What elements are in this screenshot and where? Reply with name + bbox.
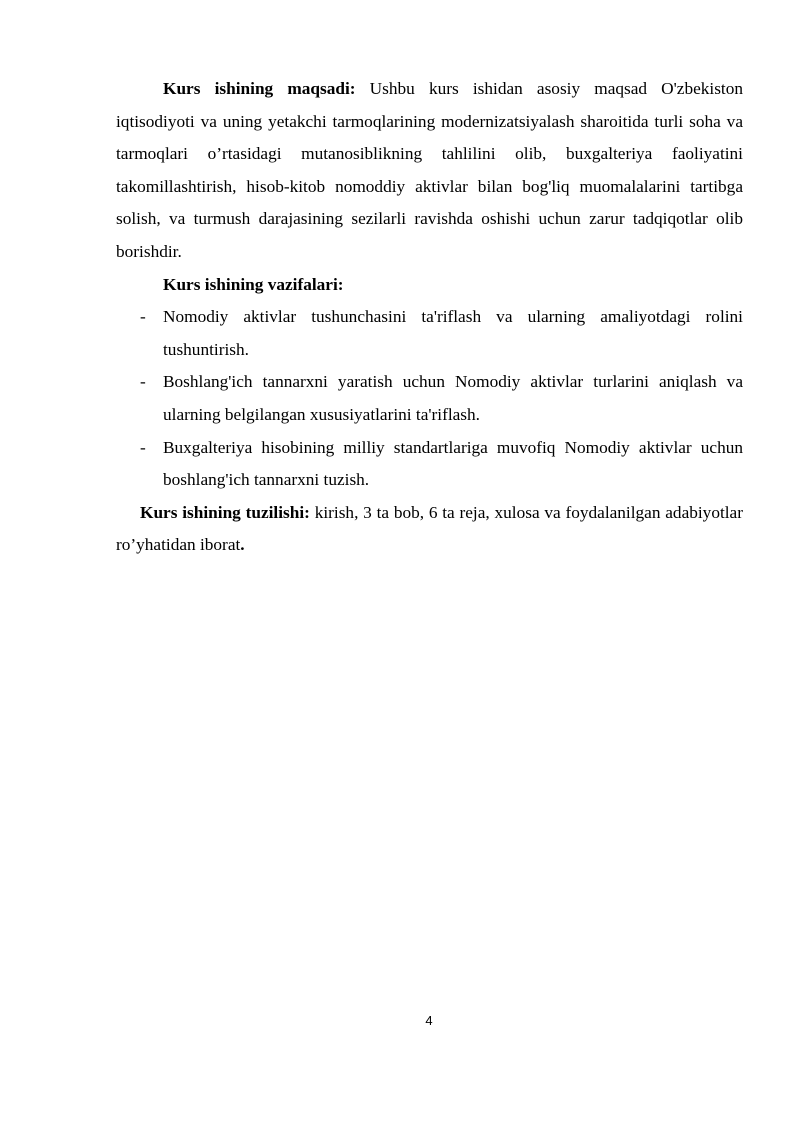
list-item xyxy=(116,366,743,431)
page-number: 4 xyxy=(425,1013,433,1028)
goal-text: Ushbu kurs ishidan asosiy maqsad O'zbekiston iqtisodiyoti va uning yetakchi tarmoqlarining modernizatsiyalash sharoitida turli soha va tarmoqlari o’rtasidagi mutanosiblikning tahlilini olib, buxgalteriya faoliyatini takomillashtirish, hisob-kitob nomoddiy aktivlar bilan bog'liq muomalalarini tartibga solish, va turmush darajasining sezilarli ravishda oshishi uchun zarur tadqiqotlar olib borishdir. xyxy=(116,79,744,261)
list-item-text: Buxgalteriya hisobining milliy standartlariga muvofiq Nomodiy aktivlar uchun boshlang'ich tannarxni tuzish. xyxy=(163,437,743,490)
structure-text: kirish, 3 ta bob, 6 ta reja, xulosa va foydalanilgan adabiyotlar ro’yhatidan iborat xyxy=(116,502,743,555)
tasks-heading: Kurs ishining vazifalari: xyxy=(163,274,344,294)
list-dash: - xyxy=(140,307,146,327)
list-item xyxy=(116,432,743,497)
tasks-heading-line xyxy=(116,269,743,302)
structure-paragraph xyxy=(116,497,743,562)
page-content xyxy=(116,73,743,562)
structure-end: . xyxy=(240,535,245,555)
structure-heading: Kurs ishining tuzilishi: xyxy=(140,502,310,522)
tasks-list xyxy=(116,301,743,497)
list-dash: - xyxy=(140,372,146,392)
goal-heading: Kurs ishining maqsadi: xyxy=(163,79,356,98)
list-item-text: Boshlang'ich tannarxni yaratish uchun Nomodiy aktivlar turlarini aniqlash va ularning belgilangan xususiyatlarini ta'riflash. xyxy=(163,372,743,424)
list-item xyxy=(116,301,743,366)
list-dash: - xyxy=(140,437,146,457)
list-item-text: Nomodiy aktivlar tushunchasini ta'riflash va ularning amaliyotdagi rolini tushuntirish. xyxy=(163,307,743,359)
goal-paragraph xyxy=(116,73,743,269)
